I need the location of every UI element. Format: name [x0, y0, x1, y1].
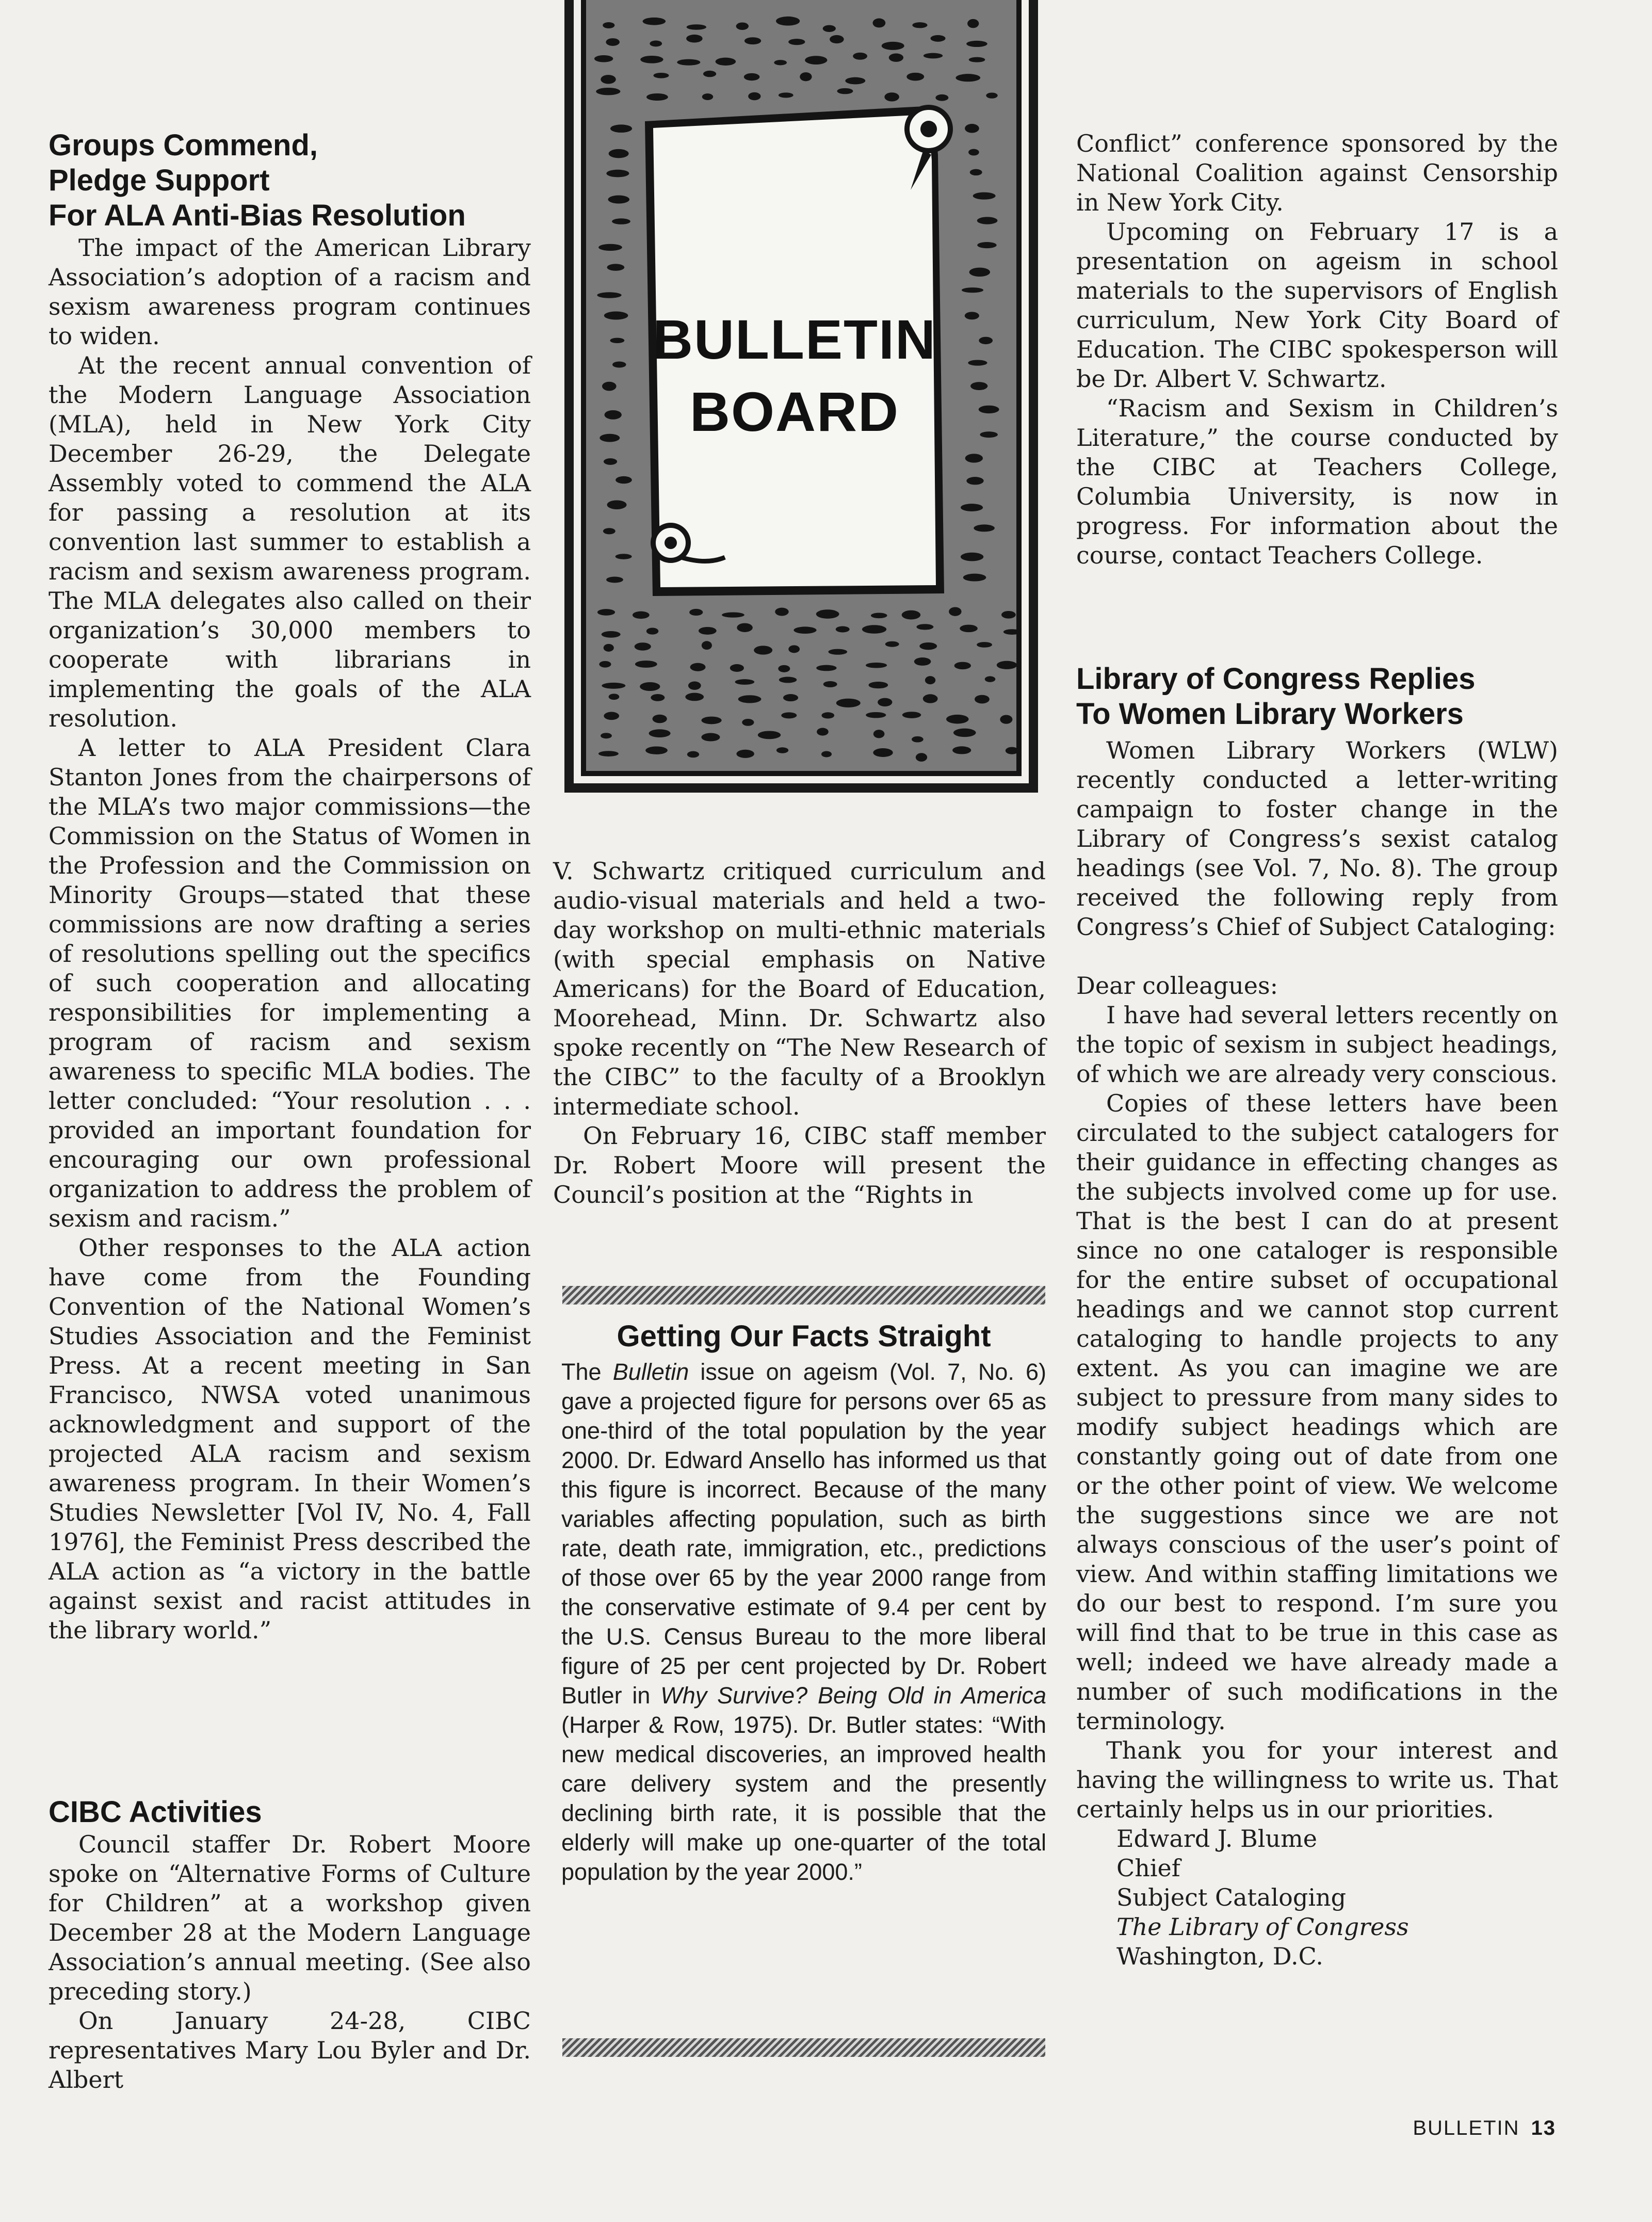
cork-dash: [610, 338, 624, 343]
cork-dash: [778, 665, 790, 672]
cork-dash: [878, 698, 892, 706]
cork-dash: [966, 41, 987, 47]
headline-line: To Women Library Workers: [1076, 697, 1464, 731]
cork-dash: [872, 19, 885, 28]
cork-dash: [604, 458, 617, 465]
cork-dash: [902, 712, 921, 718]
cork-dash: [776, 747, 788, 753]
cork-dash: [952, 746, 971, 754]
facts-body: [561, 1357, 1046, 1887]
cork-dash: [633, 611, 650, 619]
cork-dash: [1000, 715, 1012, 723]
letter-salutation: Dear colleagues:: [1076, 972, 1278, 1000]
cork-dash: [986, 92, 997, 98]
cork-dash: [609, 694, 620, 700]
cork-dash: [1006, 747, 1018, 754]
cork-dash: [606, 170, 629, 178]
cork-dash: [702, 93, 713, 100]
cork-dash: [635, 642, 651, 650]
divider-bottom: [562, 2038, 1045, 2057]
article-body: [553, 857, 1046, 1210]
cork-dash: [781, 712, 797, 718]
article-library-of-congress: [1076, 662, 1558, 1971]
cork-dash: [912, 22, 927, 28]
cork-dash: [738, 695, 762, 703]
cork-dash: [946, 715, 969, 724]
cork-dash: [688, 681, 701, 689]
cork-dash: [862, 625, 886, 634]
cork-dash: [973, 192, 996, 200]
cork-dash: [800, 72, 812, 81]
paragraph: “Racism and Sexism in Children’s Literature,” the course conducted by the CIBC at Teachers College, Columbia University, is now in progress. For information about the course, contact Teachers College.: [1076, 394, 1558, 569]
cork-dash: [606, 38, 620, 46]
cork-dash: [966, 477, 983, 485]
cork-dash: [821, 751, 832, 758]
article-body: [48, 233, 531, 1645]
cork-dash: [961, 504, 983, 511]
cork-dash: [607, 500, 627, 509]
cork-dash: [977, 217, 998, 224]
cork-dash: [882, 42, 904, 50]
article-cibc-activities: [48, 1795, 531, 2095]
cork-dash: [635, 661, 657, 668]
cork-dash: [606, 577, 623, 583]
cork-dash: [742, 719, 754, 726]
cork-dash: [649, 729, 671, 737]
cork-dash: [974, 524, 995, 532]
cork-dash: [997, 661, 1017, 669]
cork-dash: [830, 35, 844, 43]
article-cibc-continued: [553, 857, 1046, 1210]
cork-dash: [737, 623, 753, 632]
cork-dash: [916, 624, 933, 630]
cork-dash: [873, 730, 885, 738]
cork-dash: [837, 88, 853, 94]
cork-dash: [722, 613, 744, 618]
paragraph: Upcoming on February 17 is a presentation on ageism in school materials to the supervisors of English curriculum, New York City Board of Education. The CIBC spokesperson will be Dr. Albert V. Schwartz.: [1076, 218, 1558, 393]
cork-dash: [646, 628, 658, 635]
bulletin-board-title-line2: BOARD: [690, 380, 899, 443]
publication-title: Bulletin: [612, 1359, 689, 1385]
page-number: 13: [1531, 2117, 1556, 2139]
page-footer: [1413, 2117, 1556, 2140]
cork-dash: [823, 681, 837, 687]
cork-dash: [884, 92, 899, 101]
divider-top: [562, 1286, 1045, 1305]
article-cibc-continued-2: [1076, 129, 1558, 570]
cork-dash: [970, 382, 987, 390]
cork-dash: [853, 53, 867, 60]
paragraph: V. Schwartz critiqued curriculum and audio-visual materials and held a two-day workshop on multi-ethnic materials (with special emphasis on Native Americans) for the Board of Education, Moorehead, Minn. Dr. Schwartz also spoke recently on “The New Research of the CIBC” to the faculty of a Brooklyn intermediate school.: [553, 857, 1046, 1120]
cork-dash: [597, 609, 615, 616]
signature-department: Subject Cataloging: [1116, 1883, 1347, 1911]
cork-dash: [873, 748, 893, 757]
cork-dash: [979, 337, 993, 344]
cork-dash: [925, 676, 935, 684]
cork-dash: [816, 609, 839, 619]
cork-dash: [730, 664, 744, 672]
cork-dash: [597, 292, 621, 298]
paragraph: A letter to ALA President Clara Stanton Jones from the chairpersons of the MLA’s two major commissions—the Commission on the Status of Women in the Profession and the Commission on Minority Groups—stated that these commissions are now drafting a series of resolutions spelling out the specifics of such cooperation and allocating responsibilities for implementing a program of racism and sexism awareness to specific MLA bodies. The letter concluded: “Your resolution . . . provided an important foundation for encouraging our own professional organization to address the problem of sexism and racism.”: [48, 734, 531, 1232]
article-groups-commend: [48, 128, 531, 1645]
cork-dash: [783, 694, 798, 701]
cork-dash: [775, 608, 788, 616]
cork-dash: [601, 733, 612, 738]
paragraph: The impact of the American Library Association’s adoption of a racism and sexism awareness program continues to widen.: [48, 234, 531, 350]
cork-dash: [686, 35, 703, 42]
signature-institution: The Library of Congress: [1116, 1913, 1409, 1941]
cork-dash: [968, 149, 979, 156]
cork-dash: [965, 312, 979, 319]
cork-dash: [902, 610, 920, 620]
cork-dash: [716, 58, 736, 66]
cork-dash: [923, 694, 938, 703]
cork-dash: [788, 39, 805, 45]
cork-dash: [779, 92, 793, 98]
text-run: issue on ageism (Vol. 7, No. 6) gave a projected figure for persons over 65 as one-third of the total population by the year 2000. Dr. Edward Ansello has informed us that this figure is incorrect. Because of the many variables affecting population, such as birth rate, death rate, immigration, etc., predictions of those over 65 by the year 2000 range from the conservative estimate of 9.4 per cent by the U.S. Census Bureau to the more liberal figure of 25 per cent projected by Dr. Robert Butler in: [561, 1359, 1046, 1709]
cork-dash: [609, 149, 629, 158]
cork-dash: [677, 59, 700, 66]
cork-dash: [793, 626, 816, 634]
cork-dash: [690, 663, 706, 671]
article-body: [1076, 129, 1558, 570]
cork-dash: [640, 682, 660, 691]
cork-dash: [914, 657, 931, 666]
headline-line: Groups Commend,: [48, 128, 318, 162]
cork-dash: [930, 35, 945, 42]
cork-dash: [603, 22, 614, 28]
cork-dash: [963, 574, 986, 582]
signature-title: Chief: [1116, 1854, 1180, 1882]
cork-dash: [977, 642, 992, 648]
paragraph: On January 24-28, CIBC representatives Mary Lou Byler and Dr. Albert: [48, 2007, 531, 2094]
text-run: (Harper & Row, 1975). Dr. Butler states: “With new medical discoveries, an improved health care delivery system and the presently declining birth rate, it is possible that the elderly will make up one-quarter of the total population by the year 2000.”: [561, 1712, 1046, 1885]
cork-dash: [744, 73, 760, 80]
cork-dash: [754, 646, 772, 654]
cork-dash: [1001, 611, 1016, 619]
cork-dash: [744, 37, 761, 44]
cork-dash: [866, 712, 886, 718]
cork-dash: [967, 19, 979, 28]
cork-dash: [699, 627, 717, 635]
cork-dash: [985, 676, 996, 682]
cork-dash: [828, 649, 847, 655]
paragraph: Copies of these letters have been circulated to the subject catalogers for their guidance in effecting changes as the subjects involved come up for use. That is the best I can do at present since no one cataloger is responsible for the entire subset of occupational headings and we cannot stop current cataloging to handle projects to any extent. As you can imagine we are subject to pressure from many sides to modify subject headings which are constantly going out of date from one or the other point of view. We welcome the suggestions since we are not always conscious of the user’s point of view. And within staffing limitations we do our best to respond. I’m sure you will find that to be true in this case as well; indeed we have already made a number of such modifications in the terminology.: [1076, 1089, 1558, 1735]
cork-dash: [871, 613, 887, 618]
cork-dash: [836, 626, 850, 633]
book-title: Why Survive? Being Old in America: [660, 1682, 1046, 1709]
paragraph: Women Library Workers (WLW) recently conducted a letter-writing campaign to foster change in the Library of Congress’s sexist catalog headings (see Vol. 7, No. 8). The group received the following reply from Congress’s Chief of Subject Cataloging:: [1076, 736, 1558, 941]
cork-dash: [610, 124, 632, 133]
cork-dash: [969, 268, 991, 277]
cork-dash: [788, 645, 800, 653]
cork-dash: [979, 406, 999, 413]
cork-dash: [935, 94, 948, 101]
cork-dash: [866, 663, 887, 668]
cork-dash: [975, 695, 990, 704]
cork-dash: [687, 24, 706, 30]
cork-dash: [736, 750, 754, 758]
cork-dash: [735, 679, 755, 685]
paragraph: On February 16, CIBC staff member Dr. Robert Moore will present the Council’s position at the “Rights in: [553, 1122, 1046, 1209]
cork-dash: [703, 71, 716, 77]
cork-dash: [646, 93, 668, 101]
signature-name: Edward J. Blume: [1116, 1825, 1317, 1853]
cork-dash: [916, 753, 927, 762]
cork-dash: [608, 196, 629, 204]
cork-dash: [885, 641, 899, 647]
cork-dash: [805, 56, 827, 65]
headline: [1076, 662, 1558, 732]
cork-dash: [906, 73, 924, 81]
cork-dash: [954, 662, 971, 669]
signature-location: Washington, D.C.: [1116, 1942, 1323, 1970]
cork-dash: [689, 609, 703, 616]
paragraph: I have had several letters recently on the topic of sexism in subject headings, of which we are already very conscious.: [1076, 1001, 1558, 1088]
cork-dash: [600, 434, 620, 442]
cork-dash: [748, 92, 760, 100]
cork-dash: [776, 17, 800, 26]
cork-dash: [836, 699, 861, 707]
cork-dash: [817, 728, 829, 736]
cork-dash: [821, 712, 834, 718]
headline-line: Library of Congress Replies: [1076, 662, 1476, 696]
cork-dash: [845, 77, 865, 85]
cork-dash: [616, 554, 632, 559]
bulletin-board-title-line1: BULLETIN: [653, 308, 936, 371]
cork-dash: [701, 733, 720, 742]
cork-dash: [604, 311, 628, 319]
cork-dash: [961, 553, 983, 561]
article-body: [48, 1830, 531, 2095]
cork-dash: [602, 683, 625, 689]
cork-dash: [640, 56, 663, 63]
text-run: The: [561, 1359, 613, 1385]
cork-dash: [736, 23, 749, 30]
cork-dash: [605, 410, 622, 420]
paragraph: [561, 1357, 1046, 1887]
headline: Getting Our Facts Straight: [617, 1319, 991, 1353]
cork-dash: [953, 729, 976, 737]
cork-dash: [889, 54, 903, 62]
cork-dash: [653, 73, 669, 78]
cork-dash: [980, 431, 998, 438]
cork-dash: [601, 75, 616, 84]
cork-dash: [604, 644, 614, 652]
article-body: [1076, 736, 1558, 1971]
paragraph: Conflict” conference sponsored by the National Coalition against Censorship in New York City.: [1076, 130, 1558, 216]
cork-dash: [968, 360, 987, 366]
cork-dash: [701, 717, 721, 724]
cork-dash: [653, 715, 667, 723]
cork-dash: [602, 382, 617, 391]
cork-dash: [1003, 629, 1021, 635]
cork-dash: [650, 41, 662, 47]
cork-dash: [816, 665, 836, 671]
cork-dash: [604, 712, 619, 720]
cork-dash: [965, 454, 983, 462]
cork-dash: [977, 242, 996, 248]
cork-dash: [645, 746, 668, 754]
paragraph: At the recent annual convention of the Modern Language Association (MLA), held in New York City December 26-29, the Delegate Assembly voted to commend the ALA for passing a resolution at its convention last summer to establish a racism and sexism awareness program. The MLA delegates also called on their organization’s 30,000 members to cooperate with librarians in implementing the goals of the ALA resolution.: [48, 351, 531, 732]
cork-dash: [607, 264, 625, 270]
cork-dash: [868, 682, 888, 688]
headline-line: For ALA Anti-Bias Resolution: [48, 199, 466, 232]
cork-dash: [949, 607, 961, 616]
headline: CIBC Activities: [48, 1795, 262, 1829]
cork-dash: [774, 60, 787, 65]
cork-dash: [598, 751, 619, 756]
cork-dash: [955, 74, 980, 82]
headline: [48, 128, 531, 233]
cork-dash: [612, 362, 626, 368]
paragraph: Other responses to the ALA action have come from the Founding Convention of the National Women’s Studies Association and the Feminist Press. At a recent meeting in San Francisco, NWSA voted unanimous acknowledgment and support of the projected ALA racism and sexism awareness program. In their Women’s Studies Newsletter [Vol IV, No. 4, Fall 1976], the Feminist Press described the ALA action as “a victory in the battle against sexist and racist attitudes in the library world.”: [48, 1234, 531, 1644]
cork-dash: [598, 244, 622, 251]
cork-dash: [758, 731, 781, 739]
cork-dash: [602, 631, 621, 638]
facts-box: [561, 1319, 1046, 1887]
cork-dash: [924, 53, 943, 59]
cork-dash: [919, 642, 937, 650]
cork-dash: [651, 694, 665, 701]
cork-dash: [594, 55, 613, 62]
cork-dash: [603, 528, 616, 534]
paragraph: Thank you for your interest and having the willingness to write us. That certainly helps us in our priorities.: [1076, 1736, 1558, 1823]
cork-dash: [912, 736, 924, 743]
cork-dash: [823, 25, 836, 32]
cork-dash: [616, 476, 632, 484]
cork-dash: [643, 18, 666, 25]
publication-name: BULLETIN: [1413, 2117, 1520, 2139]
cork-dash: [969, 57, 985, 62]
cork-dash: [685, 693, 704, 701]
cork-dash: [960, 625, 978, 633]
cork-dash: [687, 751, 699, 758]
bulletin-board-illustration: [562, 0, 1040, 795]
cork-dash: [962, 287, 983, 293]
cork-dash: [599, 661, 611, 668]
headline-line: Pledge Support: [48, 164, 270, 197]
cork-dash: [970, 169, 982, 175]
cork-dash: [702, 641, 712, 650]
cork-dash: [596, 88, 620, 95]
paragraph: Council staffer Dr. Robert Moore spoke on “Alternative Forms of Culture for Children” at a workshop given December 28 at the Modern Language Association’s annual meeting. (See also preceding story.): [48, 1830, 531, 2005]
cork-dash: [965, 124, 979, 133]
cork-dash: [779, 677, 797, 683]
cork-dash: [612, 218, 630, 224]
